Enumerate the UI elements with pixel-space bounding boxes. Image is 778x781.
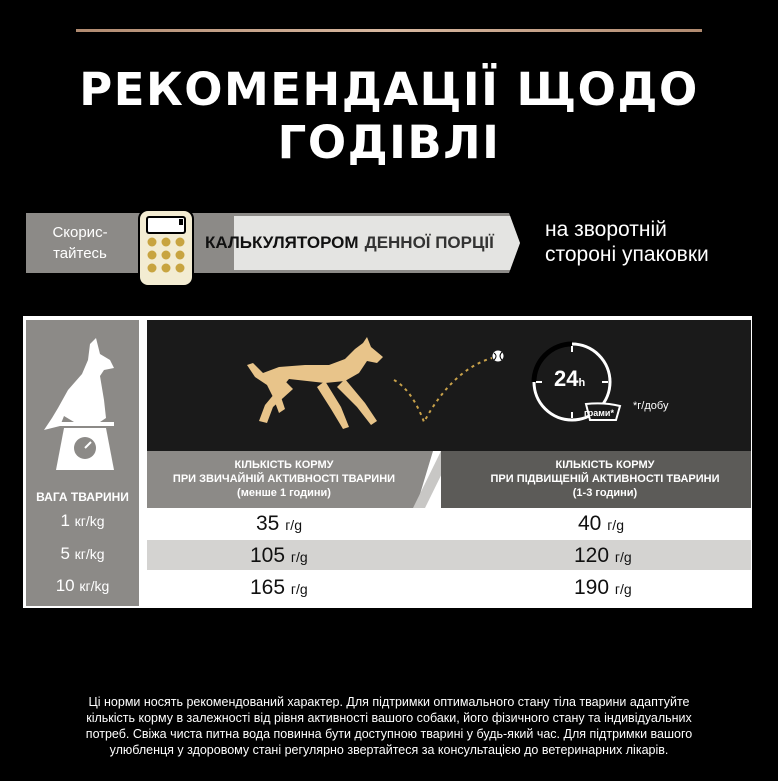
clock-hours: 24 [554,366,579,391]
weight-value: 5 [60,544,70,563]
side-note-line2: стороні упаковки [545,243,709,266]
high-value: 190 [574,576,610,599]
banner-portion: ДЕННОЇ ПОРЦІЇ [364,233,494,252]
normal-value: 105 [250,544,286,567]
normal-value-cell [250,544,308,568]
high-value-cell [574,544,632,568]
table-row [147,508,751,538]
table-row [147,540,751,570]
grams-label: грами* [584,408,614,418]
high-value-cell [574,576,632,600]
disclaimer [20,694,758,758]
banner-calculator: КАЛЬКУЛЯТОРОМ [205,233,359,252]
per-day-label: *г/добу [633,400,669,412]
disclaimer-line1: Ці норми носять рекомендований характер. Для підтримки оптимального стану тіла тварини адаптуйте [88,695,690,709]
weight-cell [26,576,139,596]
banner-left-line1: Скорис- [52,224,108,241]
header-normal-line1: КІЛЬКІСТЬ КОРМУ [234,459,334,471]
weight-unit: кг/kg [74,546,105,562]
food-unit: г/g [285,517,302,533]
header-normal-line3: (менше 1 години) [237,487,331,499]
normal-value: 35 [256,512,280,535]
page-title: РЕКОМЕНДАЦІЇ ЩОДО ГОДІВЛІ [79,63,699,169]
weight-value: 10 [55,576,75,595]
ball-trajectory-icon [392,350,512,430]
food-unit: г/g [614,581,632,597]
disclaimer-line2: кількість корму в залежності від рівня активності вашого собаки, його фізичного стану та індивідуальних [86,711,692,725]
banner-title [205,233,494,253]
weight-value: 1 [60,511,70,530]
food-unit: г/g [614,549,632,565]
table-row [147,572,751,602]
banner-left-text [30,222,130,264]
food-unit: г/g [290,549,308,565]
normal-value: 165 [250,576,286,599]
high-value-cell [578,512,624,536]
high-value: 120 [574,544,610,567]
top-divider [76,29,702,32]
header-normal-line2: ПРИ ЗВИЧАЙНІЙ АКТИВНОСТІ ТВАРИНИ [172,473,396,485]
weight-unit: кг/kg [79,578,110,594]
weight-heading: ВАГА ТВАРИНИ [36,490,129,504]
header-high-line2: ПРИ ПІДВИЩЕНІЙ АКТИВНОСТІ ТВАРИНИ [490,473,720,485]
dog-on-scale-icon [34,330,134,480]
weight-cell [26,511,139,531]
disclaimer-line3: потреб. Свіжа чиста питна вода повинна бути доступною тварині у будь-який час. Для підтримки вашого [85,727,693,741]
normal-value-cell [256,512,302,536]
header-high-line1: КІЛЬКІСТЬ КОРМУ [555,459,655,471]
side-note [545,217,765,267]
header-normal-text [150,458,418,500]
weight-cell [26,544,139,564]
food-unit: г/g [607,517,624,533]
banner-left-line2: тайтесь [53,245,107,262]
header-high-line3: (1-3 години) [572,487,638,499]
high-value: 40 [578,512,602,535]
disclaimer-line4: улюбленця у здоровому стані регулярно звертайтеся за консультацією до ветеринарних лікарів. [109,743,669,757]
weight-unit: кг/kg [74,513,105,529]
clock-unit: h [578,377,586,389]
side-note-line1: на зворотній [545,218,667,241]
clock-label [554,366,585,392]
calculator-icon [135,208,197,288]
normal-value-cell [250,576,308,600]
header-high-text [460,458,750,500]
running-dog-icon [245,335,385,430]
food-unit: г/g [290,581,308,597]
